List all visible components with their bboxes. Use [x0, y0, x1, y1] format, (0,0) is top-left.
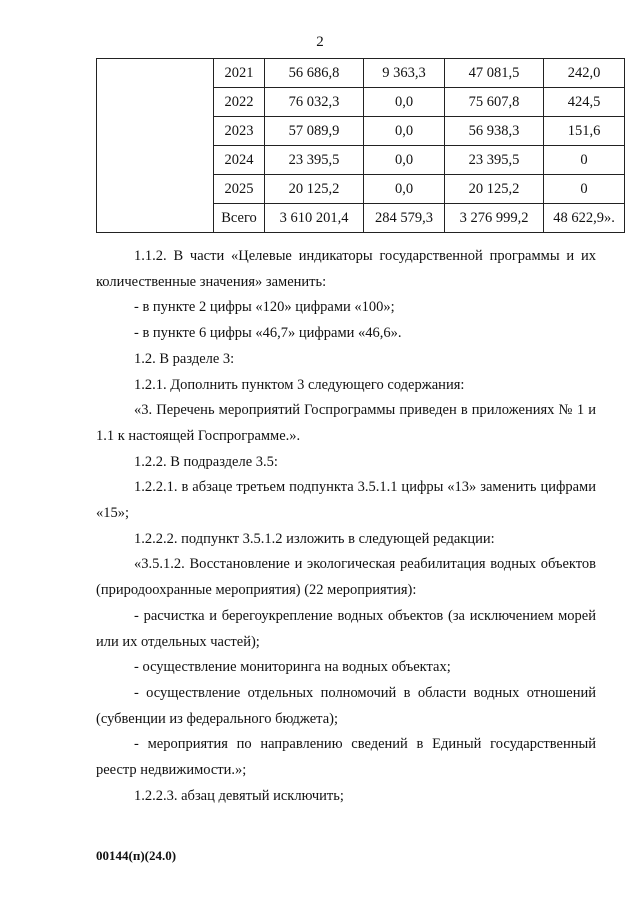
paragraph: 1.2.2.3. абзац девятый исключить; [134, 787, 344, 804]
year-cell: Всего [214, 204, 265, 233]
paragraph: - в пункте 6 цифры «46,7» цифрами «46,6». [134, 325, 402, 342]
empty-merged-cell [97, 59, 214, 233]
federal-cell: 0,0 [364, 146, 445, 175]
total-cell: 57 089,9 [265, 117, 364, 146]
regional-cell: 47 081,5 [445, 59, 544, 88]
document-code: 00144(п)(24.0) [96, 848, 177, 863]
table-row [97, 59, 625, 88]
total-cell: 3 610 201,4 [265, 204, 364, 233]
federal-cell: 0,0 [364, 175, 445, 204]
paragraph: 1.2.2.2. подпункт 3.5.1.2 изложить в следующей редакции: [134, 530, 495, 547]
paragraph: 1.2.1. Дополнить пунктом 3 следующего содержания: [134, 376, 465, 393]
total-cell: 76 032,3 [265, 88, 364, 117]
paragraph: 1.2. В разделе 3: [134, 350, 235, 367]
federal-cell: 0,0 [364, 88, 445, 117]
year-cell: 2025 [214, 175, 265, 204]
other-cell: 242,0 [544, 59, 625, 88]
regional-cell: 75 607,8 [445, 88, 544, 117]
paragraph: 1.2.2.1. в абзаце третьем подпункта 3.5.1.1 цифры «13» заменить цифрами «15»; [96, 479, 596, 522]
regional-cell: 20 125,2 [445, 175, 544, 204]
total-cell: 20 125,2 [265, 175, 364, 204]
year-cell: 2023 [214, 117, 265, 146]
federal-cell: 0,0 [364, 117, 445, 146]
regional-cell: 56 938,3 [445, 117, 544, 146]
paragraph: - расчистка и берегоукрепление водных объектов (за исключением морей или их отдельных частей); [96, 607, 596, 650]
document-body-text [96, 244, 596, 809]
other-cell: 424,5 [544, 88, 625, 117]
year-cell: 2021 [214, 59, 265, 88]
year-cell: 2022 [214, 88, 265, 117]
total-cell: 56 686,8 [265, 59, 364, 88]
page-number: 2 [316, 34, 324, 50]
total-cell: 23 395,5 [265, 146, 364, 175]
paragraph: - мероприятия по направлению сведений в Единый государственный реестр недвижимости.»; [96, 736, 596, 779]
other-cell: 0 [544, 146, 625, 175]
paragraph: - осуществление мониторинга на водных объектах; [134, 659, 451, 676]
paragraph: «3. Перечень мероприятий Госпрограммы приведен в приложениях № 1 и 1.1 к настоящей Госпрограмме.». [96, 402, 596, 444]
paragraph: 1.2.2. В подразделе 3.5: [134, 453, 278, 470]
paragraph: «3.5.1.2. Восстановление и экологическая реабилитация водных объектов (природоохранные мероприятия) (22 мероприятия): [96, 556, 596, 599]
regional-cell: 23 395,5 [445, 146, 544, 175]
paragraph: - в пункте 2 цифры «120» цифрами «100»; [134, 299, 395, 316]
other-cell: 0 [544, 175, 625, 204]
budget-table [96, 58, 625, 233]
year-cell: 2024 [214, 146, 265, 175]
regional-cell: 3 276 999,2 [445, 204, 544, 233]
paragraph: - осуществление отдельных полномочий в области водных отношений (субвенции из федерального бюджета); [96, 684, 596, 727]
federal-cell: 9 363,3 [364, 59, 445, 88]
federal-cell: 284 579,3 [364, 204, 445, 233]
budget-table-body [97, 59, 625, 233]
paragraph: 1.1.2. В части «Целевые индикаторы государственной программы и их количественные значения» заменить: [96, 248, 596, 290]
other-cell: 48 622,9». [544, 204, 625, 233]
other-cell: 151,6 [544, 117, 625, 146]
